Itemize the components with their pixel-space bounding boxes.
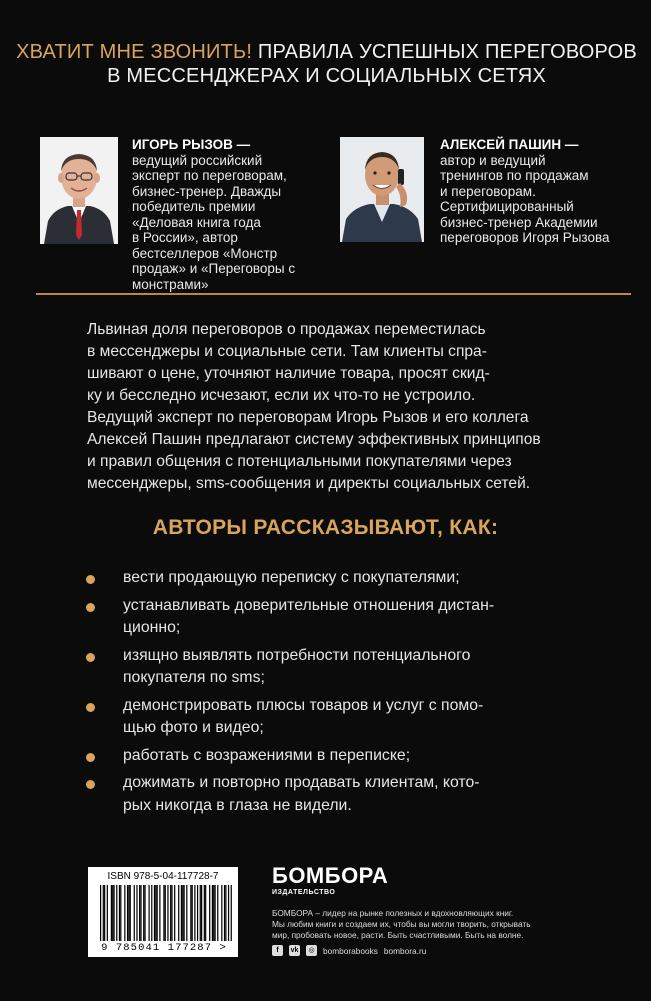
barcode-bar	[128, 885, 129, 941]
description-line: Ведущий эксперт по переговорам Игорь Рызов и его коллега	[87, 409, 529, 426]
barcode-bar	[134, 885, 135, 941]
barcode-bar	[107, 885, 108, 941]
barcode-bar	[184, 885, 185, 941]
description-line: и правил общения с потенциальными покупателями через	[87, 453, 512, 470]
bullet-dot-icon	[86, 753, 95, 762]
bio-line: и переговорам.	[440, 183, 536, 199]
barcode-bar	[200, 885, 201, 941]
vk-icon[interactable]: vk	[290, 947, 299, 954]
barcode-bar	[221, 885, 222, 941]
barcode-bar	[104, 885, 105, 941]
bio-line: бизнес-тренер Академии	[440, 214, 598, 230]
bio-line: Сертифицированный	[440, 199, 574, 214]
barcode-bar	[224, 885, 225, 941]
barcode-bar	[144, 885, 145, 941]
author-name-pashin: АЛЕКСЕЙ ПАШИН —	[440, 137, 579, 152]
barcode-bar	[178, 885, 179, 941]
barcode-bar	[171, 885, 172, 941]
publisher-block	[272, 865, 622, 956]
barcode-bar	[181, 885, 182, 941]
book-title	[14, 40, 639, 88]
bio-line: бестселлеров «Монстр	[132, 245, 278, 261]
list-item	[85, 695, 605, 740]
section-heading: АВТОРЫ РАССКАЗЫВАЮТ, КАК:	[152, 516, 499, 539]
author-bio-pashin	[440, 137, 609, 246]
list-item-line: покупателя по sms;	[123, 669, 265, 686]
description-line: ку и бесследно исчезают, если их что-то не устроило.	[87, 387, 476, 404]
title-line1: ПРАВИЛА УСПЕШНЫХ ПЕРЕГОВОРОВ	[257, 41, 637, 63]
gold-divider	[36, 293, 631, 295]
title-line2: В МЕССЕНДЖЕРАХ И СОЦИАЛЬНЫХ СЕТЯХ	[107, 65, 546, 87]
description-line: в мессенджеры и социальные сети. Там клиенты спра-	[87, 343, 487, 360]
bullet-dot-icon	[86, 603, 95, 612]
description-line: шивают о цене, уточняют наличие товара, просят скид-	[87, 365, 490, 382]
facebook-icon[interactable]: f	[272, 945, 283, 956]
list-item-line: работать с возражениями в переписке;	[123, 746, 411, 764]
bio-line: «Деловая книга года	[132, 214, 261, 230]
barcode-bar	[112, 885, 113, 941]
barcode-bar	[124, 885, 125, 941]
bio-line: автор и ведущий	[440, 152, 546, 168]
title-accent: ХВАТИТ МНЕ ЗВОНИТЬ!	[16, 41, 253, 63]
publisher-description	[272, 908, 622, 941]
bio-line: ведущий российский	[132, 152, 263, 168]
bio-line: победитель премии	[132, 199, 256, 214]
description-line: Львиная доля переговоров о продажах переместилась	[87, 321, 486, 338]
barcode-bar	[165, 885, 166, 941]
list-item	[85, 772, 605, 817]
barcode-bar	[192, 885, 193, 941]
barcode-bar	[228, 885, 229, 941]
barcode-bar	[120, 885, 121, 941]
list-item-line: ционно;	[123, 619, 181, 636]
barcode-bar	[197, 885, 198, 941]
barcode-bar	[209, 885, 210, 941]
barcode-bar	[201, 885, 202, 941]
book-description	[87, 319, 602, 495]
barcode-bar	[205, 885, 206, 941]
barcode-bars	[100, 885, 232, 941]
publisher-text-line: Мы любим книги и создаем их, чтобы вы могли творить, открывать	[272, 919, 531, 929]
barcode-bar	[155, 885, 156, 941]
barcode-bar	[186, 885, 187, 941]
barcode-bar	[139, 885, 140, 941]
description-line: мессенджеры, sms-сообщения и директы социальных сетей.	[87, 475, 531, 492]
barcode-bar	[231, 885, 232, 941]
barcode-bar	[217, 885, 218, 941]
publisher-text-line: мир, пробовать новое, расти. Быть счастливыми. Быть на волне.	[272, 930, 524, 940]
bullet-list	[85, 567, 605, 822]
barcode-bar	[214, 885, 215, 941]
barcode-bar	[159, 885, 160, 941]
instagram-icon[interactable]: ◎	[306, 945, 317, 956]
author-name-ryzov: ИГОРЬ РЫЗОВ —	[132, 137, 251, 152]
description-line: Алексей Пашин предлагают систему эффективных принципов	[87, 431, 541, 448]
list-item-line: рых никогда в глаза не видели.	[123, 796, 352, 814]
publisher-site-link[interactable]: bombora.ru	[383, 945, 427, 956]
barcode-bar	[130, 885, 131, 941]
list-item-line: дожимать и повторно продавать клиентам, кото-	[123, 774, 480, 791]
barcode-bar	[143, 885, 144, 941]
list-item	[85, 567, 605, 590]
barcode-bar	[170, 885, 171, 941]
author-bio-ryzov	[132, 137, 295, 292]
barcode-bar	[167, 885, 168, 941]
isbn-text: ISBN 978-5-04-117728-7	[107, 871, 219, 882]
social-handle[interactable]: bomborabooks	[323, 945, 378, 956]
barcode-bar	[174, 885, 175, 941]
publisher-subtitle: ИЗДАТЕЛЬСТВО	[272, 889, 336, 896]
barcode-bar	[213, 885, 214, 941]
list-item-line: устанавливать доверительные отношения дистан-	[123, 596, 495, 614]
barcode-bar	[151, 885, 152, 941]
list-item-line: изящно выявлять потребности потенциального	[123, 646, 471, 664]
barcode-bar	[127, 885, 128, 941]
barcode-bar	[154, 885, 155, 941]
barcode-bar	[212, 885, 213, 941]
bullet-dot-icon	[86, 575, 95, 584]
barcode-bar	[182, 885, 183, 941]
list-item-line: щью фото и видео;	[123, 719, 264, 736]
barcode-bar	[116, 885, 117, 941]
barcode-bar	[100, 885, 101, 941]
list-item	[85, 745, 605, 768]
barcode-bar	[119, 885, 120, 941]
barcode-bar	[140, 885, 141, 941]
barcode	[88, 867, 238, 957]
authors-section	[40, 137, 630, 292]
author-photo-ryzov	[40, 137, 118, 244]
barcode-bar	[194, 885, 195, 941]
bullet-dot-icon	[86, 653, 95, 662]
bullet-dot-icon	[86, 780, 95, 789]
bio-line: монстрами»	[132, 276, 209, 292]
barcode-bar	[204, 885, 205, 941]
barcode-bar	[113, 885, 114, 941]
bio-line: переговоров Игоря Рызова	[440, 230, 610, 245]
barcode-bar	[225, 885, 226, 941]
list-item-line: демонстрировать плюсы товаров и услуг с помо-	[123, 696, 484, 714]
list-item-line: вести продающую переписку с покупателями;	[123, 569, 460, 586]
publisher-logo: БОМБОРА	[272, 863, 389, 888]
publisher-text-line: БОМБОРА – лидер на рынке полезных и вдохновляющих книг.	[272, 908, 514, 918]
bio-line: бизнес-тренер. Дважды	[132, 183, 282, 199]
barcode-digits: 9 785041 177287 >	[101, 942, 227, 954]
barcode-bar	[163, 885, 164, 941]
author-photo-pashin	[340, 137, 424, 242]
bio-line: эксперт по переговорам,	[132, 168, 287, 183]
barcode-bar	[103, 885, 104, 941]
barcode-bar	[157, 885, 158, 941]
bio-line: в России», автор	[132, 230, 238, 245]
bullet-dot-icon	[86, 703, 95, 712]
barcode-bar	[148, 885, 149, 941]
bio-line: тренингов по продажам	[440, 168, 589, 183]
barcode-bar	[136, 885, 137, 941]
barcode-bar	[190, 885, 191, 941]
list-item	[85, 595, 605, 640]
bio-line: продаж» и «Переговоры с	[132, 261, 296, 276]
list-item	[85, 645, 605, 690]
barcode-bar	[111, 885, 112, 941]
publisher-links	[272, 945, 622, 956]
